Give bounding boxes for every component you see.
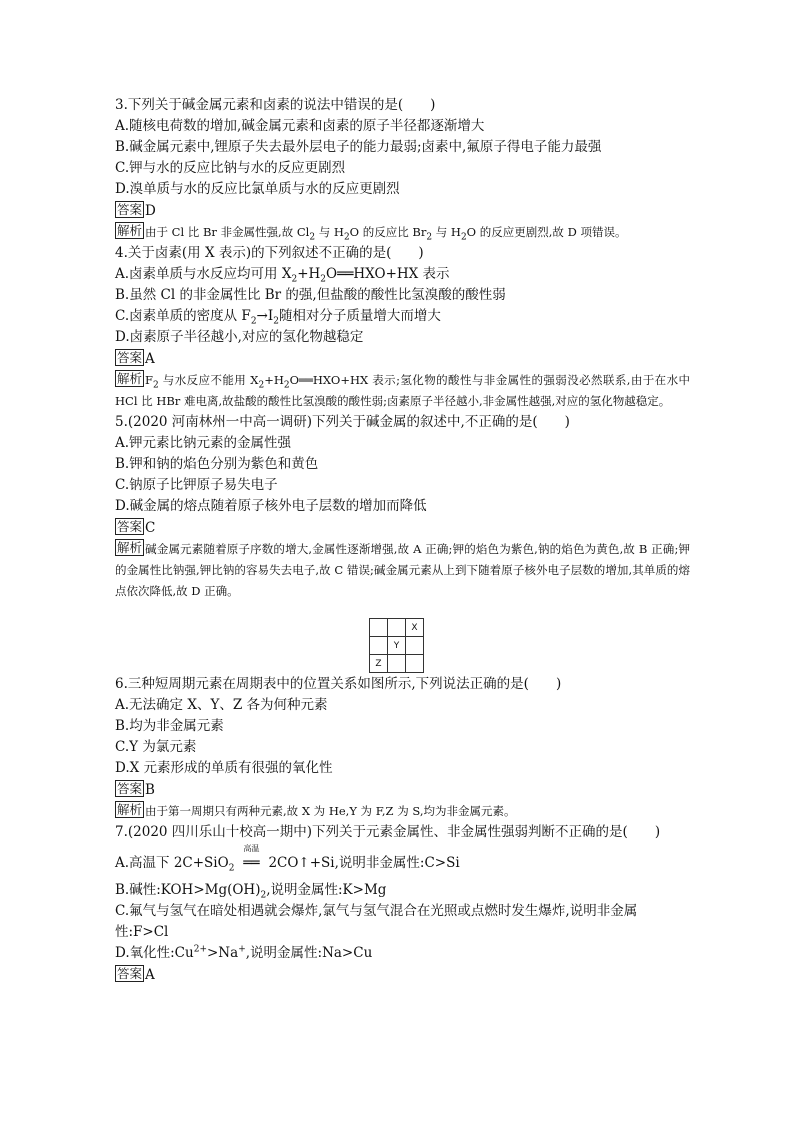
subscript: 2 (260, 890, 267, 901)
subscript: 2 (309, 232, 316, 243)
option-d: D.溴单质与水的反应比氯单质与水的反应更剧烈 (115, 181, 400, 197)
option-c-continued: 性:F>Cl (115, 924, 169, 940)
option-text: C.卤素单质的密度从 F (115, 308, 251, 324)
option-c (115, 306, 690, 327)
question-stem: 6.三种短周期元素在周期表中的位置关系如图所示,下列说法正确的是( ) (115, 676, 562, 692)
option-c: C.氟气与氢气在暗处相遇就会爆炸,氯气与氢气混合在光照或点燃时发生爆炸,说明非金属 (115, 903, 638, 919)
periodic-grid (369, 618, 424, 673)
option-text: >Na (207, 945, 239, 961)
option-a (115, 264, 690, 285)
answer-row (115, 348, 690, 370)
option-b (115, 880, 690, 901)
grid-cell: Y (388, 637, 406, 655)
explanation-text: +H (264, 373, 284, 387)
subscript: 2 (283, 380, 290, 391)
explanation-label: 解析 (117, 371, 143, 386)
explanation-text: 碱金属元素随着原子序数的增大,金属性逐渐增强,故 A 正确;钾的焰色为紫色,钠的焰色为黄色,故 B 正确;钾的金属性比钠强,钾比钠的容易失去电子,故 C 错误;碱金属元素从上到下随着原子核外电子层数的增加,其单质的熔点依次降低,故 D 正确。 (115, 542, 690, 598)
grid-cell (388, 619, 406, 637)
subscript: 2 (426, 232, 433, 243)
question-5 (115, 412, 690, 602)
question-4 (115, 243, 690, 412)
question-6 (115, 674, 690, 822)
answer-value: D (145, 203, 156, 219)
answer-value: A (145, 351, 155, 367)
grid-cell (370, 619, 388, 637)
option-text: HXO+HX 表示 (353, 266, 450, 282)
explanation-text: O 的反应更剧烈,故 D 项错误。 (466, 225, 627, 239)
grid-row (370, 637, 424, 655)
option-b: B.钾和钠的焰色分别为紫色和黄色 (115, 456, 319, 472)
question-stem: 7.(2020 四川乐山十校高一期中)下列关于元素金属性、非金属性强弱判断不正确的是( ) (115, 824, 661, 840)
option-text: →I (256, 308, 274, 324)
explanation (115, 370, 690, 412)
explanation-text: O 的反应比 Br (349, 225, 427, 239)
subscript: 2 (258, 380, 265, 391)
answer-row (115, 517, 690, 539)
subscript: 2 (153, 380, 159, 391)
subscript: 2 (273, 316, 279, 327)
answer-value: A (145, 967, 155, 983)
grid-cell (406, 655, 424, 673)
option-text: A.卤素单质与水反应均可用 X (115, 266, 292, 282)
option-c: C.Y 为氯元素 (115, 739, 197, 755)
option-text: ,说明金属性:K>Mg (266, 882, 387, 898)
explanation-text: F (145, 373, 153, 387)
superscript: 2+ (193, 944, 207, 955)
explanation-text: 与 H (432, 225, 461, 239)
explanation (115, 539, 690, 602)
subscript: 2 (228, 863, 235, 874)
subscript: 2 (291, 274, 298, 285)
answer-label: 答案 (117, 350, 143, 365)
answer-row (115, 200, 690, 222)
option-a: A.钾元素比钠元素的金属性强 (115, 435, 292, 451)
answer-value: C (145, 520, 156, 536)
superscript: + (238, 944, 246, 955)
equals-arrow: ══ (337, 266, 354, 282)
option-b: B.碱金属元素中,锂原子失去最外层电子的能力最弱;卤素中,氟原子得电子能力最强 (115, 139, 602, 155)
subscript: 2 (320, 274, 327, 285)
option-d: D.卤素原子半径越小,对应的氢化物越稳定 (115, 329, 364, 345)
subscript: 2 (250, 316, 257, 327)
answer-row (115, 964, 690, 986)
option-d: D.X 元素形成的单质有很强的氧化性 (115, 760, 333, 776)
option-b: B.均为非金属元素 (115, 718, 224, 734)
explanation-text: HXO+HX 表示;氢化物的酸性与非金属性的强弱没必然联系,由于在水中 HCl 比 HBr 难电离,故盐酸的酸性比氢溴酸的酸性弱;卤素原子半径越小,非金属性越强,对应的氢化物越稳定。 (115, 373, 690, 408)
explanation-label: 解析 (117, 223, 143, 238)
explanation-text: O (289, 373, 300, 387)
grid-cell (406, 637, 424, 655)
option-text: 2CO↑+Si,说明非金属性:C>Si (268, 855, 460, 871)
grid-cell: Z (370, 655, 388, 673)
option-text: D.氧化性:Cu (115, 945, 194, 961)
explanation-text: 由于 Cl 比 Br 非金属性强,故 Cl (145, 225, 310, 239)
question-page (115, 95, 690, 986)
subscript: 2 (343, 232, 350, 243)
grid-cell (370, 637, 388, 655)
option-c: C.钾与水的反应比钠与水的反应更剧烈 (115, 160, 346, 176)
equals-arrow: ══ (299, 373, 313, 387)
option-a: A.随核电荷数的增加,碱金属元素和卤素的原子半径都逐渐增大 (115, 118, 485, 134)
answer-value: B (145, 782, 155, 798)
question-stem: 3.下列关于碱金属元素和卤素的说法中错误的是( ) (115, 97, 436, 113)
periodic-grid-figure (369, 618, 424, 673)
answer-label: 答案 (117, 781, 143, 796)
answer-label: 答案 (117, 202, 143, 217)
answer-label: 答案 (117, 519, 143, 534)
grid-cell: X (406, 619, 424, 637)
answer-label: 答案 (117, 966, 143, 981)
option-a (115, 844, 690, 874)
option-text: B.碱性:KOH>Mg(OH) (115, 882, 261, 898)
option-b: B.虽然 Cl 的非金属性比 Br 的强,但盐酸的酸性比氢溴酸的酸性弱 (115, 287, 506, 303)
option-d (115, 943, 690, 964)
explanation (115, 801, 690, 822)
question-stem: 5.(2020 河南林州一中高一调研)下列关于碱金属的叙述中,不正确的是( ) (115, 414, 570, 430)
answer-row (115, 779, 690, 801)
option-text: 随相对分子质量增大而增大 (278, 308, 441, 324)
option-text: ,说明金属性:Na>Cu (245, 945, 373, 961)
explanation-text: 与水反应不能用 X (158, 373, 259, 387)
option-a: A.无法确定 X、Y、Z 各为何种元素 (115, 697, 328, 713)
question-3 (115, 95, 690, 243)
subscript: 2 (460, 232, 467, 243)
question-7 (115, 822, 690, 986)
explanation (115, 222, 690, 243)
option-c: C.钠原子比钾原子易失电子 (115, 477, 278, 493)
option-text: +H (297, 266, 321, 282)
question-stem: 4.关于卤素(用 X 表示)的下列叙述不正确的是( ) (115, 245, 424, 261)
option-text: O (326, 266, 338, 282)
option-text: A.高温下 2C+SiO (115, 855, 229, 871)
reaction-arrow: 高温 ══ (234, 853, 268, 874)
reaction-condition: 高温 (243, 844, 260, 853)
explanation-label: 解析 (117, 540, 143, 555)
grid-cell (388, 655, 406, 673)
option-d: D.碱金属的熔点随着原子核外电子层数的增加而降低 (115, 498, 427, 514)
grid-row (370, 655, 424, 673)
explanation-text: 由于第一周期只有两种元素,故 X 为 He,Y 为 F,Z 为 S,均为非金属元素。 (145, 804, 516, 818)
explanation-text: 与 H (315, 225, 344, 239)
grid-row (370, 619, 424, 637)
explanation-label: 解析 (117, 802, 143, 817)
